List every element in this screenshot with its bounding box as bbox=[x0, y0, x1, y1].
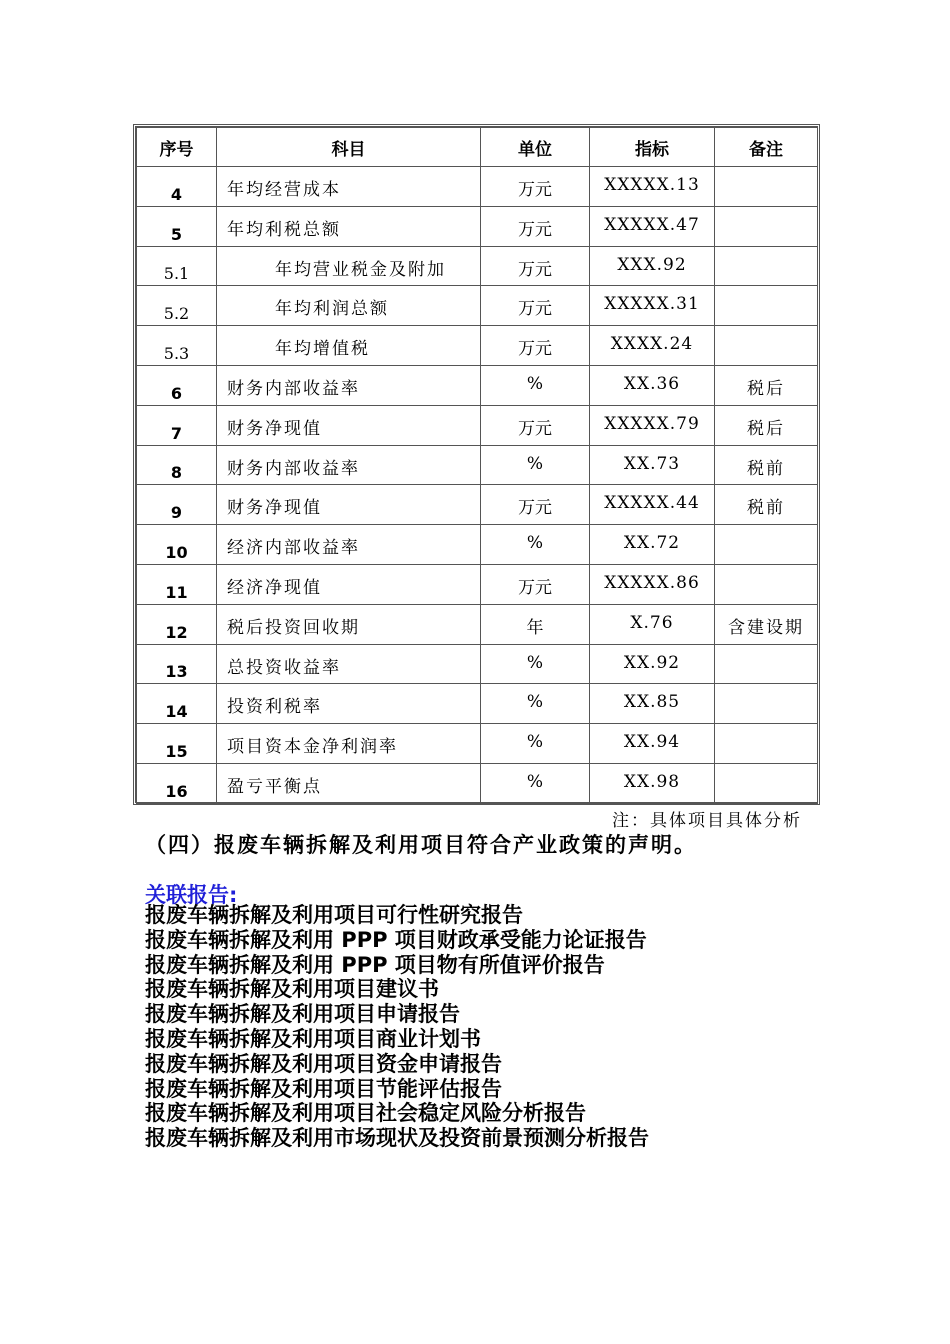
row-number: 15 bbox=[137, 724, 217, 764]
row-item: 年均经营成本 bbox=[217, 167, 481, 207]
row-note bbox=[715, 644, 818, 684]
related-report-item: 报废车辆拆解及利用项目资金申请报告 bbox=[145, 1051, 502, 1076]
table-body bbox=[137, 167, 818, 804]
related-report-item: 报废车辆拆解及利用项目节能评估报告 bbox=[145, 1076, 502, 1101]
related-report-item: 报废车辆拆解及利用项目建议书 bbox=[145, 977, 439, 1002]
row-note: 税后 bbox=[715, 365, 818, 405]
row-value: X.76 bbox=[590, 604, 715, 644]
row-note bbox=[715, 246, 818, 286]
row-value: XXXXX.31 bbox=[590, 286, 715, 326]
row-value: XXXXX.44 bbox=[590, 485, 715, 525]
row-item: 盈亏平衡点 bbox=[217, 763, 481, 803]
row-value: XX.85 bbox=[590, 684, 715, 724]
row-unit: 万元 bbox=[481, 485, 590, 525]
table-row bbox=[137, 246, 818, 286]
row-item: 经济内部收益率 bbox=[217, 525, 481, 565]
row-number: 5.2 bbox=[137, 286, 217, 326]
row-item: 经济净现值 bbox=[217, 564, 481, 604]
related-report-item: 报废车辆拆解及利用项目商业计划书 bbox=[145, 1026, 481, 1051]
header-value: 指标 bbox=[590, 128, 715, 167]
indicator-table bbox=[136, 127, 818, 804]
row-note bbox=[715, 724, 818, 764]
row-value: XXXX.24 bbox=[590, 326, 715, 366]
row-item: 财务净现值 bbox=[217, 405, 481, 445]
row-item: 项目资本金净利润率 bbox=[217, 724, 481, 764]
row-note: 税前 bbox=[715, 485, 818, 525]
row-item: 投资利税率 bbox=[217, 684, 481, 724]
related-report-item: 报废车辆拆解及利用 PPP 项目财政承受能力论证报告 bbox=[145, 927, 647, 952]
row-note bbox=[715, 763, 818, 803]
row-unit: % bbox=[481, 724, 590, 764]
row-note: 税前 bbox=[715, 445, 818, 485]
header-no: 序号 bbox=[137, 128, 217, 167]
row-unit: % bbox=[481, 763, 590, 803]
related-report-item: 报废车辆拆解及利用市场现状及投资前景预测分析报告 bbox=[145, 1126, 649, 1151]
table-footnote: 注：具体项目具体分析 bbox=[612, 811, 802, 831]
row-item: 年均营业税金及附加 bbox=[217, 246, 481, 286]
row-item: 税后投资回收期 bbox=[217, 604, 481, 644]
row-number: 11 bbox=[137, 564, 217, 604]
row-note bbox=[715, 525, 818, 565]
row-item: 财务内部收益率 bbox=[217, 365, 481, 405]
row-number: 12 bbox=[137, 604, 217, 644]
table-row bbox=[137, 644, 818, 684]
row-unit: 万元 bbox=[481, 326, 590, 366]
row-unit: % bbox=[481, 525, 590, 565]
row-number: 14 bbox=[137, 684, 217, 724]
related-report-item: 报废车辆拆解及利用 PPP 项目物有所值评价报告 bbox=[145, 952, 605, 977]
row-value: XXXXX.47 bbox=[590, 206, 715, 246]
row-note bbox=[715, 206, 818, 246]
row-note bbox=[715, 684, 818, 724]
row-item: 年均增值税 bbox=[217, 326, 481, 366]
row-note: 税后 bbox=[715, 405, 818, 445]
row-unit: % bbox=[481, 365, 590, 405]
related-report-item: 报废车辆拆解及利用项目社会稳定风险分析报告 bbox=[145, 1101, 586, 1126]
row-number: 8 bbox=[137, 445, 217, 485]
table-row bbox=[137, 763, 818, 803]
row-note bbox=[715, 326, 818, 366]
policy-statement-heading: （四）报废车辆拆解及利用项目符合产业政策的声明。 bbox=[145, 833, 697, 857]
row-value: XX.98 bbox=[590, 763, 715, 803]
row-unit: 万元 bbox=[481, 206, 590, 246]
related-report-item: 报废车辆拆解及利用项目可行性研究报告 bbox=[145, 903, 523, 927]
row-value: XXXXX.79 bbox=[590, 405, 715, 445]
related-report-item: 报废车辆拆解及利用项目申请报告 bbox=[145, 1002, 460, 1027]
row-note bbox=[715, 286, 818, 326]
related-reports-list bbox=[145, 903, 649, 1151]
row-number: 7 bbox=[137, 405, 217, 445]
row-value: XXXXX.13 bbox=[590, 167, 715, 207]
table-row bbox=[137, 525, 818, 565]
row-unit: 万元 bbox=[481, 405, 590, 445]
row-note: 含建设期 bbox=[715, 604, 818, 644]
row-unit: 年 bbox=[481, 604, 590, 644]
row-item: 总投资收益率 bbox=[217, 644, 481, 684]
row-unit: % bbox=[481, 684, 590, 724]
table-row bbox=[137, 326, 818, 366]
row-unit: % bbox=[481, 445, 590, 485]
row-unit: 万元 bbox=[481, 167, 590, 207]
table-row bbox=[137, 206, 818, 246]
table-row bbox=[137, 167, 818, 207]
row-value: XX.36 bbox=[590, 365, 715, 405]
row-number: 16 bbox=[137, 763, 217, 803]
row-note bbox=[715, 167, 818, 207]
table-row bbox=[137, 445, 818, 485]
row-number: 6 bbox=[137, 365, 217, 405]
row-number: 5 bbox=[137, 206, 217, 246]
row-unit: 万元 bbox=[481, 286, 590, 326]
table-row bbox=[137, 724, 818, 764]
row-item: 年均利税总额 bbox=[217, 206, 481, 246]
header-unit: 单位 bbox=[481, 128, 590, 167]
row-unit: 万元 bbox=[481, 564, 590, 604]
row-unit: % bbox=[481, 644, 590, 684]
row-number: 13 bbox=[137, 644, 217, 684]
table-header-row bbox=[137, 128, 818, 167]
row-item: 年均利润总额 bbox=[217, 286, 481, 326]
table-row bbox=[137, 405, 818, 445]
table-row bbox=[137, 365, 818, 405]
row-value: XXXXX.86 bbox=[590, 564, 715, 604]
table-row bbox=[137, 286, 818, 326]
related-reports-title: 关联报告: bbox=[145, 883, 238, 907]
table-row bbox=[137, 485, 818, 525]
row-value: XXX.92 bbox=[590, 246, 715, 286]
row-item: 财务内部收益率 bbox=[217, 445, 481, 485]
row-value: XX.92 bbox=[590, 644, 715, 684]
row-number: 5.1 bbox=[137, 246, 217, 286]
row-value: XX.94 bbox=[590, 724, 715, 764]
row-number: 4 bbox=[137, 167, 217, 207]
table-row bbox=[137, 684, 818, 724]
row-value: XX.73 bbox=[590, 445, 715, 485]
row-value: XX.72 bbox=[590, 525, 715, 565]
header-item: 科目 bbox=[217, 128, 481, 167]
row-number: 9 bbox=[137, 485, 217, 525]
row-unit: 万元 bbox=[481, 246, 590, 286]
table-row bbox=[137, 604, 818, 644]
row-item: 财务净现值 bbox=[217, 485, 481, 525]
indicator-table-container bbox=[133, 124, 820, 805]
row-number: 10 bbox=[137, 525, 217, 565]
row-note bbox=[715, 564, 818, 604]
header-note: 备注 bbox=[715, 128, 818, 167]
row-number: 5.3 bbox=[137, 326, 217, 366]
table-row bbox=[137, 564, 818, 604]
